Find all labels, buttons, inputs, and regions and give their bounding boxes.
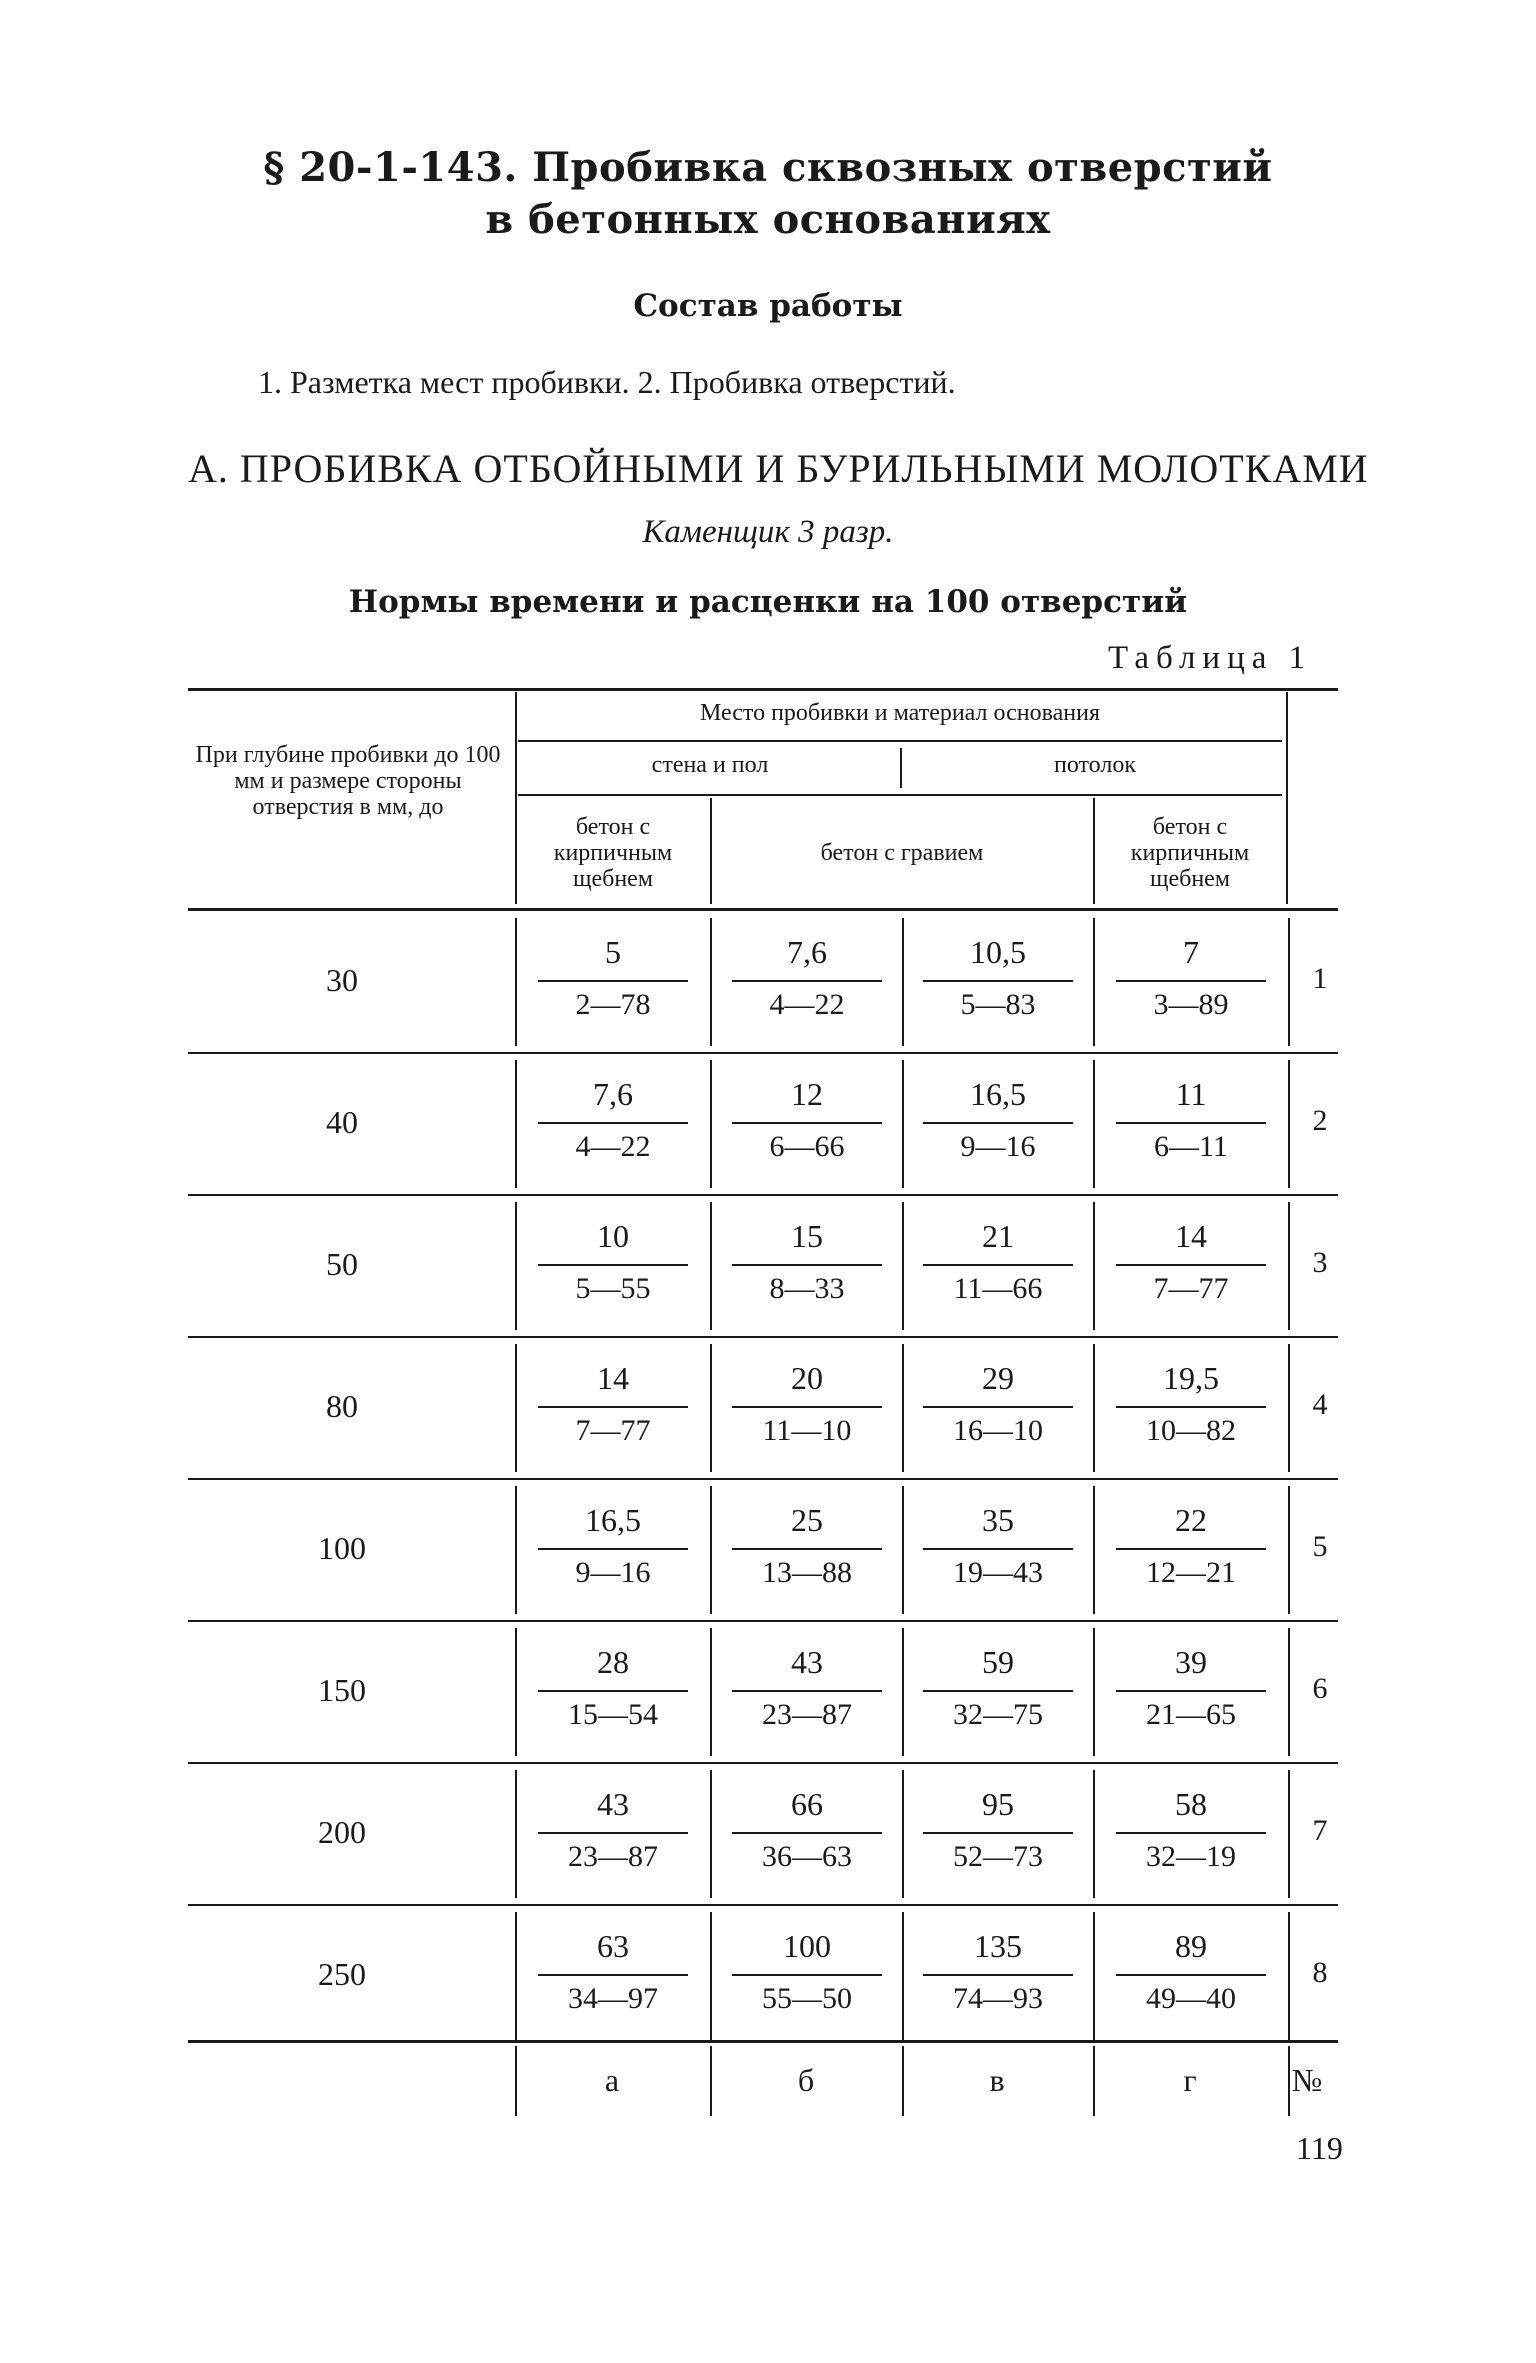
row-separator bbox=[188, 1194, 1338, 1196]
norm-time-value: 135 bbox=[974, 1928, 1022, 1964]
row-number: 7 bbox=[1312, 1814, 1328, 1847]
row-number: 4 bbox=[1312, 1388, 1328, 1421]
fraction-line bbox=[923, 1832, 1073, 1834]
row-separator bbox=[188, 1762, 1338, 1764]
norm-time-value: 43 bbox=[597, 1786, 629, 1822]
column-divider bbox=[1288, 918, 1290, 1046]
row-number: 6 bbox=[1312, 1672, 1328, 1705]
footer-column-letter: в bbox=[989, 2062, 1005, 2098]
header-gravel-col: бетон с гравием bbox=[820, 840, 984, 866]
row-size-label: 80 bbox=[326, 1388, 358, 1424]
footer-divider bbox=[1093, 2046, 1095, 2116]
row-size-label: 30 bbox=[326, 962, 358, 998]
column-divider bbox=[1288, 1344, 1290, 1472]
footer-number-sign: № bbox=[1291, 2062, 1323, 2098]
subsection-a-title: А. ПРОБИВКА ОТБОЙНЫМИ И БУРИЛЬНЫМИ МОЛОТКАМИ bbox=[188, 446, 1369, 491]
norm-time-value: 20 bbox=[791, 1360, 823, 1396]
column-divider bbox=[515, 1912, 517, 2040]
rate-value: 12—21 bbox=[1146, 1556, 1236, 1589]
fraction-line bbox=[538, 1548, 688, 1550]
header-brick-col-d: бетон с кирпичным щебнем bbox=[1130, 814, 1250, 892]
column-divider bbox=[1093, 1060, 1095, 1188]
column-divider bbox=[1093, 1344, 1095, 1472]
rate-value: 4—22 bbox=[575, 1130, 651, 1163]
fraction-line bbox=[923, 1406, 1073, 1408]
column-divider bbox=[710, 1912, 712, 2040]
norm-time-value: 16,5 bbox=[970, 1076, 1026, 1112]
footer-divider bbox=[515, 2046, 517, 2116]
section-heading-line1: § 20-1-143. Пробивка сквозных отверстий bbox=[263, 144, 1273, 191]
row-number: 2 bbox=[1312, 1104, 1328, 1137]
column-divider bbox=[515, 1770, 517, 1898]
row-size-label: 150 bbox=[318, 1672, 366, 1708]
rate-value: 10—82 bbox=[1146, 1414, 1236, 1447]
fraction-line bbox=[732, 1690, 882, 1692]
rate-value: 11—10 bbox=[762, 1414, 852, 1447]
row-size-label: 200 bbox=[318, 1814, 366, 1850]
row-separator bbox=[188, 1904, 1338, 1906]
rate-value: 6—11 bbox=[1154, 1130, 1228, 1163]
fraction-line bbox=[923, 1122, 1073, 1124]
fraction-line bbox=[923, 1548, 1073, 1550]
norm-time-value: 7,6 bbox=[787, 934, 827, 970]
norm-time-value: 29 bbox=[982, 1360, 1014, 1396]
norm-time-value: 66 bbox=[791, 1786, 823, 1822]
column-divider bbox=[515, 1344, 517, 1472]
column-divider bbox=[710, 918, 712, 1046]
column-divider bbox=[710, 1628, 712, 1756]
column-divider bbox=[710, 1344, 712, 1472]
fraction-line bbox=[732, 980, 882, 982]
fraction-line bbox=[923, 1264, 1073, 1266]
fraction-line bbox=[923, 1974, 1073, 1976]
rate-value: 6—66 bbox=[769, 1130, 845, 1163]
norm-time-value: 14 bbox=[597, 1360, 629, 1396]
header-divider bbox=[515, 692, 517, 904]
footer-column-letter: б bbox=[797, 2062, 815, 2098]
column-divider bbox=[710, 1060, 712, 1188]
column-divider bbox=[515, 1486, 517, 1614]
rate-value: 9—16 bbox=[575, 1556, 651, 1589]
norm-time-value: 5 bbox=[605, 934, 621, 970]
column-divider bbox=[1093, 1486, 1095, 1614]
footer-column-letter: а bbox=[604, 2062, 620, 2098]
column-divider bbox=[515, 1060, 517, 1188]
norm-time-value: 100 bbox=[783, 1928, 831, 1964]
fraction-line bbox=[1116, 1122, 1266, 1124]
norm-time-value: 59 bbox=[982, 1644, 1014, 1680]
header-rule-1 bbox=[518, 740, 1282, 742]
row-size-label: 40 bbox=[326, 1104, 358, 1140]
fraction-line bbox=[923, 980, 1073, 982]
fraction-line bbox=[538, 1974, 688, 1976]
rate-value: 74—93 bbox=[953, 1982, 1043, 2015]
rate-value: 32—75 bbox=[953, 1698, 1043, 1731]
column-divider bbox=[902, 1060, 904, 1188]
header-divider-gravel-left bbox=[710, 798, 712, 904]
column-divider bbox=[1288, 1912, 1290, 2040]
header-place-material: Место пробивки и материал основания bbox=[699, 700, 1101, 726]
column-divider bbox=[902, 918, 904, 1046]
rate-value: 13—88 bbox=[762, 1556, 852, 1589]
work-operations: 1. Разметка мест пробивки. 2. Пробивка отверстий. bbox=[258, 364, 956, 400]
page-number: 119 bbox=[1296, 2130, 1343, 2166]
fraction-line bbox=[1116, 1974, 1266, 1976]
norm-time-value: 7,6 bbox=[593, 1076, 633, 1112]
rate-value: 36—63 bbox=[762, 1840, 852, 1873]
footer-column-letter: г bbox=[1183, 2062, 1197, 2098]
row-separator bbox=[188, 1336, 1338, 1338]
norm-time-value: 28 bbox=[597, 1644, 629, 1680]
column-divider bbox=[1288, 1770, 1290, 1898]
header-bottom-rule bbox=[188, 908, 1338, 911]
rate-value: 23—87 bbox=[568, 1840, 658, 1873]
rate-value: 49—40 bbox=[1146, 1982, 1236, 2015]
column-divider bbox=[1093, 918, 1095, 1046]
norm-time-value: 63 bbox=[597, 1928, 629, 1964]
rate-value: 3—89 bbox=[1153, 988, 1229, 1021]
rate-value: 4—22 bbox=[769, 988, 845, 1021]
header-divider-gravel-right bbox=[1093, 798, 1095, 904]
header-wall-floor: стена и пол bbox=[651, 752, 769, 778]
column-divider bbox=[1288, 1628, 1290, 1756]
norms-title: Нормы времени и расценки на 100 отверстий bbox=[348, 584, 1188, 620]
header-divider-wall bbox=[900, 748, 902, 788]
norm-time-value: 16,5 bbox=[585, 1502, 641, 1538]
norm-time-value: 25 bbox=[791, 1502, 823, 1538]
table-bottom-rule bbox=[188, 2040, 1338, 2043]
norm-time-value: 22 bbox=[1175, 1502, 1207, 1538]
column-divider bbox=[515, 918, 517, 1046]
fraction-line bbox=[538, 1832, 688, 1834]
column-divider bbox=[902, 1486, 904, 1614]
column-divider bbox=[1093, 1770, 1095, 1898]
rate-value: 19—43 bbox=[953, 1556, 1043, 1589]
fraction-line bbox=[1116, 1832, 1266, 1834]
header-depth: При глубине пробивки до 100 мм и размере стороны отверстия в мм, до bbox=[195, 742, 501, 820]
row-size-label: 250 bbox=[318, 1956, 366, 1992]
norm-time-value: 11 bbox=[1175, 1076, 1207, 1112]
fraction-line bbox=[538, 1122, 688, 1124]
norm-time-value: 21 bbox=[982, 1218, 1014, 1254]
rate-value: 2—78 bbox=[575, 988, 651, 1021]
fraction-line bbox=[1116, 1406, 1266, 1408]
header-rule-2 bbox=[518, 794, 1282, 796]
rate-value: 21—65 bbox=[1146, 1698, 1236, 1731]
fraction-line bbox=[732, 1122, 882, 1124]
work-composition-title: Состав работы bbox=[633, 288, 903, 324]
rate-value: 7—77 bbox=[1153, 1272, 1229, 1305]
column-divider bbox=[1288, 1486, 1290, 1614]
column-divider bbox=[902, 1628, 904, 1756]
norm-time-value: 10,5 bbox=[970, 934, 1026, 970]
fraction-line bbox=[538, 1690, 688, 1692]
row-size-label: 100 bbox=[318, 1530, 366, 1566]
norm-time-value: 95 bbox=[982, 1786, 1014, 1822]
fraction-line bbox=[538, 980, 688, 982]
norm-time-value: 19,5 bbox=[1163, 1360, 1219, 1396]
fraction-line bbox=[732, 1974, 882, 1976]
column-divider bbox=[902, 1344, 904, 1472]
column-divider bbox=[1288, 1060, 1290, 1188]
norm-time-value: 35 bbox=[982, 1502, 1014, 1538]
row-separator bbox=[188, 1052, 1338, 1054]
row-number: 8 bbox=[1312, 1956, 1328, 1989]
fraction-line bbox=[732, 1264, 882, 1266]
footer-divider bbox=[710, 2046, 712, 2116]
fraction-line bbox=[1116, 1690, 1266, 1692]
fraction-line bbox=[1116, 1548, 1266, 1550]
fraction-line bbox=[1116, 980, 1266, 982]
rate-value: 5—83 bbox=[960, 988, 1036, 1021]
norm-time-value: 89 bbox=[1175, 1928, 1207, 1964]
column-divider bbox=[902, 1912, 904, 2040]
section-heading bbox=[0, 142, 1536, 246]
column-divider bbox=[1093, 1202, 1095, 1330]
footer-divider bbox=[902, 2046, 904, 2116]
rate-value: 34—97 bbox=[568, 1982, 658, 2015]
fraction-line bbox=[1116, 1264, 1266, 1266]
rate-value: 9—16 bbox=[960, 1130, 1036, 1163]
fraction-line bbox=[732, 1406, 882, 1408]
norm-time-value: 10 bbox=[597, 1218, 629, 1254]
fraction-line bbox=[732, 1548, 882, 1550]
column-divider bbox=[515, 1202, 517, 1330]
norm-time-value: 7 bbox=[1183, 934, 1199, 970]
rate-value: 7—77 bbox=[575, 1414, 651, 1447]
row-size-label: 50 bbox=[326, 1246, 358, 1282]
column-divider bbox=[710, 1486, 712, 1614]
rate-value: 16—10 bbox=[953, 1414, 1043, 1447]
rate-value: 5—55 bbox=[575, 1272, 651, 1305]
row-separator bbox=[188, 1478, 1338, 1480]
column-divider bbox=[902, 1770, 904, 1898]
section-heading-line2: в бетонных основаниях bbox=[485, 196, 1051, 243]
norm-time-value: 14 bbox=[1175, 1218, 1207, 1254]
table-top-rule bbox=[188, 688, 1338, 691]
fraction-line bbox=[538, 1406, 688, 1408]
rate-value: 8—33 bbox=[769, 1272, 845, 1305]
row-separator bbox=[188, 1620, 1338, 1622]
column-divider bbox=[710, 1202, 712, 1330]
row-number: 3 bbox=[1312, 1246, 1328, 1279]
header-ceiling: потолок bbox=[1053, 752, 1137, 778]
column-divider bbox=[902, 1202, 904, 1330]
column-divider bbox=[1288, 1202, 1290, 1330]
header-divider-right bbox=[1286, 692, 1288, 904]
fraction-line bbox=[923, 1690, 1073, 1692]
rate-value: 55—50 bbox=[762, 1982, 852, 2015]
column-divider bbox=[710, 1770, 712, 1898]
table-label: Таблица 1 bbox=[1108, 640, 1313, 676]
fraction-line bbox=[538, 1264, 688, 1266]
rate-value: 52—73 bbox=[953, 1840, 1043, 1873]
norm-time-value: 15 bbox=[791, 1218, 823, 1254]
fraction-line bbox=[732, 1832, 882, 1834]
row-number: 1 bbox=[1312, 962, 1328, 995]
norm-time-value: 12 bbox=[791, 1076, 823, 1112]
rate-value: 23—87 bbox=[762, 1698, 852, 1731]
column-divider bbox=[1093, 1628, 1095, 1756]
rate-value: 15—54 bbox=[568, 1698, 658, 1731]
row-number: 5 bbox=[1312, 1530, 1328, 1563]
header-brick-col-a: бетон с кирпичным щебнем bbox=[553, 814, 673, 892]
column-divider bbox=[1093, 1912, 1095, 2040]
norm-time-value: 43 bbox=[791, 1644, 823, 1680]
norm-time-value: 58 bbox=[1175, 1786, 1207, 1822]
norm-time-value: 39 bbox=[1175, 1644, 1207, 1680]
rate-value: 32—19 bbox=[1146, 1840, 1236, 1873]
column-divider bbox=[515, 1628, 517, 1756]
rate-value: 11—66 bbox=[953, 1272, 1043, 1305]
worker-grade: Каменщик 3 разр. bbox=[642, 514, 894, 550]
